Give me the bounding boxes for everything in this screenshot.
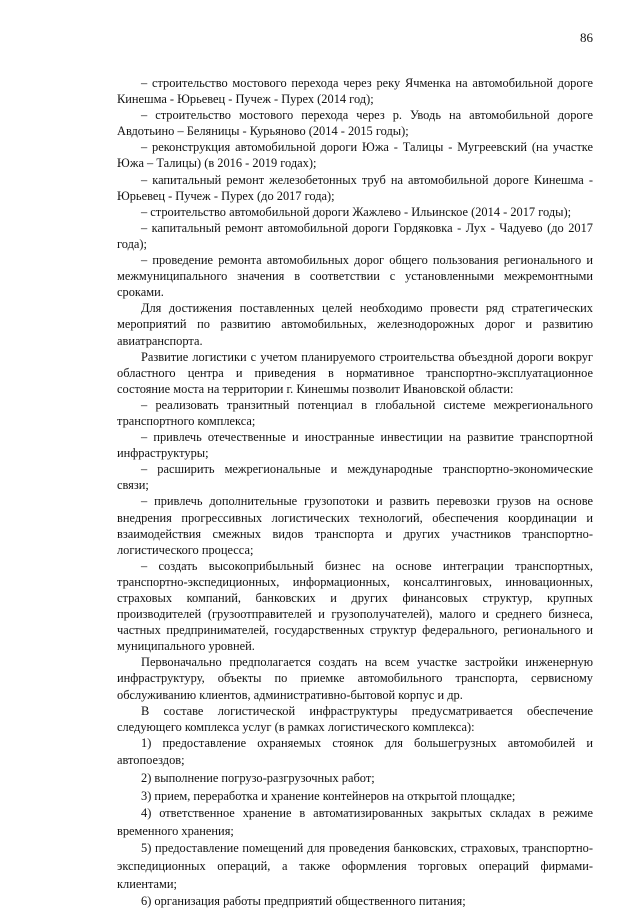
paragraph: 4) ответственное хранение в автоматизированных закрытых складах в режиме временного хранения; [117, 806, 593, 838]
paragraph: Для достижения поставленных целей необходимо провести ряд стратегических мероприятий по развитию автомобильных, железнодорожных дорог и развитию авиатранспорта. [117, 301, 593, 348]
paragraph: – капитальный ремонт железобетонных труб на автомобильной дороге Кинешма - Юрьевец - Пучеж - Пурех (до 2017 года); [117, 172, 593, 203]
paragraph: 1) предоставление охраняемых стоянок для большегрузных автомобилей и автопоездов; [117, 735, 593, 768]
paragraph: 2) выполнение погрузо-разгрузочных работ; [141, 771, 375, 786]
paragraph: – привлечь дополнительные грузопотоки и развить перевозки грузов на основе внедрения прогрессивных логистических технологий, обеспечения координации и взаимодействия смежных видов транспорта и других участников транспортно-логистического процесса; [117, 494, 593, 557]
paragraph: 6) организация работы предприятий общественного питания; [141, 894, 466, 909]
paragraph: В составе логистической инфраструктуры предусматривается обеспечение следующего комплекса услуг (в рамках логистического комплекса): [117, 703, 593, 734]
paragraph: 3) прием, переработка и хранение контейнеров на открытой площадке; [141, 788, 516, 803]
paragraph: – реализовать транзитный потенциал в глобальной системе межрегионального транспортного комплекса; [117, 397, 593, 428]
paragraph: – привлечь отечественные и иностранные инвестиции на развитие транспортной инфраструктуры; [117, 430, 593, 461]
document-body [117, 75, 593, 911]
paragraph: – строительство мостового перехода через реку Ячменка на автомобильной дороге Кинешма - Юрьевец - Пучеж - Пурех (2014 год); [117, 76, 593, 107]
paragraph: 5) предоставление помещений для проведения банковских, страховых, транспортно-экспедиционных операций, а также оформления торговых операций фирмами-клиентами; [117, 841, 593, 891]
paragraph: Первоначально предполагается создать на всем участке застройки инженерную инфраструктуру, объекты по приемке автомобильного транспорта, сервисному обслуживанию клиентов, административно-бытовой корпус и др. [117, 655, 593, 702]
paragraph: – создать высокоприбыльный бизнес на основе интеграции транспортных, транспортно-экспедиционных, информационных, консалтинговых, инновационных, страховых компаний, банковских и других финансовых структур, крупных производителей (грузоотправителей и грузополучателей), малого и среднего бизнеса, частных предпринимателей, государственных структур федерального, регионального и муниципального уровней. [117, 558, 593, 654]
paragraph: Развитие логистики с учетом планируемого строительства объездной дороги вокруг областного центра и приведения в нормативное транспортно-эксплуатационное состояние моста на территории г. Кинешмы позволит Ивановской области: [117, 349, 593, 396]
paragraph: – расширить межрегиональные и международные транспортно-экономические связи; [117, 462, 593, 493]
paragraph: – строительство мостового перехода через р. Уводь на автомобильной дороге Авдотьино – Беляницы - Курьяново (2014 - 2015 годы); [117, 108, 593, 139]
page-number: 86 [580, 30, 593, 45]
paragraph: – проведение ремонта автомобильных дорог общего пользования регионального и межмуниципального значения в соответствии с установленными межремонтными сроками. [117, 253, 593, 300]
paragraph: – строительство автомобильной дороги Жажлево - Ильинское (2014 - 2017 годы); [141, 204, 572, 219]
paragraph: – капитальный ремонт автомобильной дороги Гордяковка - Лух - Чадуево (до 2017 года); [117, 220, 593, 251]
paragraph: – реконструкция автомобильной дороги Южа - Талицы - Мугреевский (на участке Южа – Талицы) (в 2016 - 2019 годах); [117, 140, 593, 171]
